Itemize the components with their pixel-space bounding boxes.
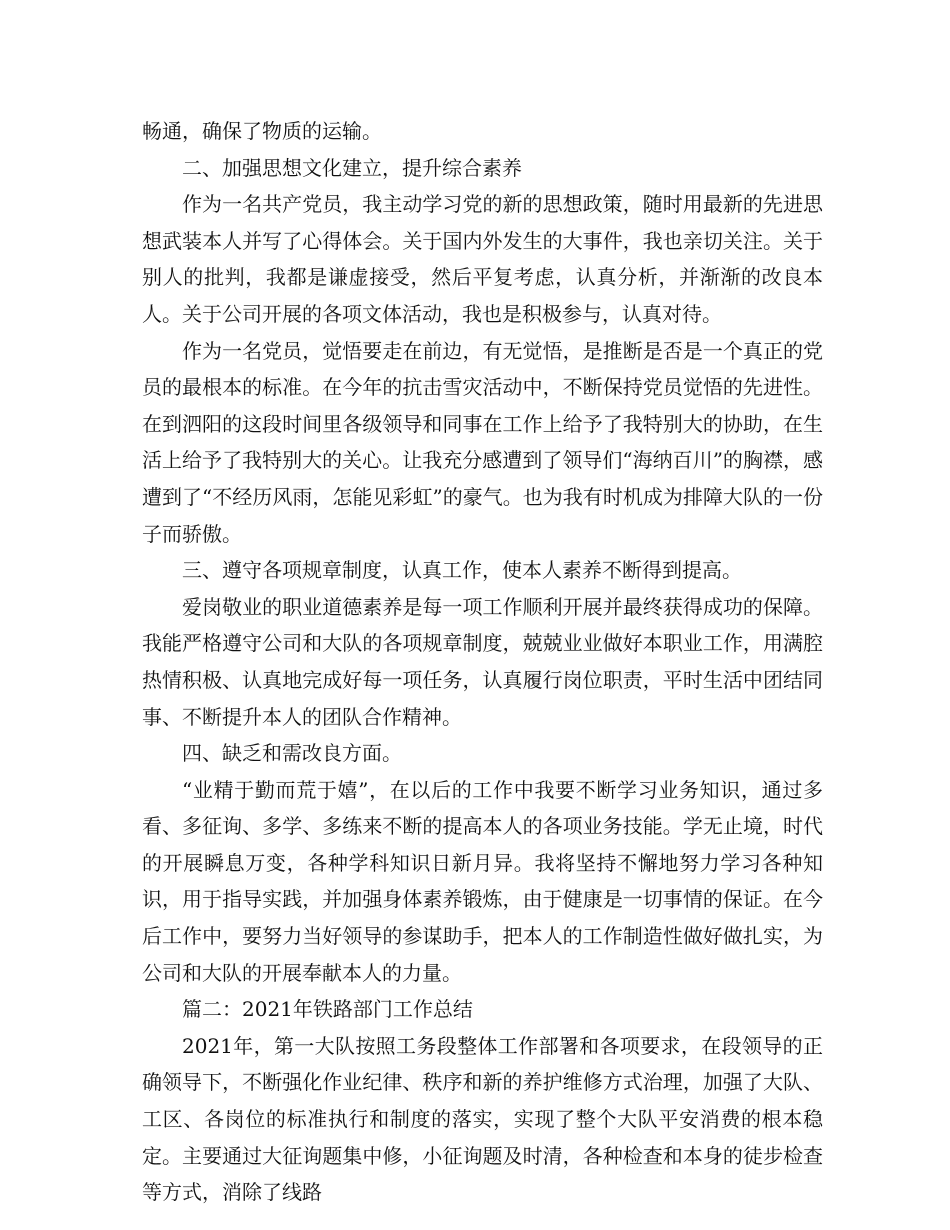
document-body <box>142 113 823 1211</box>
section-heading: 二、加强思想文化建立，提升综合素养 <box>182 155 522 180</box>
section-heading: 四、缺乏和需改良方面。 <box>182 741 402 766</box>
paragraph: 爱岗敬业的职业道德素养是每一项工作顺利开展并最终获得成功的保障。我能严格遵守公司和大队的各项规章制度，兢兢业业做好本职业工作，用满腔热情积极、认真地完成好每一项任务，认真履行岗位职责，平时生活中团结同事、不断提升本人的团队合作精神。 <box>142 594 823 729</box>
paragraph: 2021年，第一大队按照工务段整体工作部署和各项要求，在段领导的正确领导下，不断强化作业纪律、秩序和新的养护维修方式治理，加强了大队、工区、各岗位的标准执行和制度的落实，实现了整个大队平安消费的根本稳定。主要通过大征询题集中修，小征询题及时清，各种检查和本身的徒步检查等方式，消除了线路 <box>142 1033 823 1205</box>
section-heading: 三、遵守各项规章制度，认真工作，使本人素养不断得到提高。 <box>182 558 742 583</box>
paragraph: 畅通，确保了物质的运输。 <box>142 119 382 143</box>
article-title: 篇二：2021年铁路部门工作总结 <box>182 997 473 1022</box>
paragraph: 作为一名共产党员，我主动学习党的新的思想政策，随时用最新的先进思想武装本人并写了心得体会。关于国内外发生的大事件，我也亲切关注。关于别人的批判，我都是谦虚接受，然后平复考虑，认真分析，并渐渐的改良本人。关于公司开展的各项文体活动，我也是积极参与，认真对待。 <box>142 192 823 326</box>
paragraph: “业精于勤而荒于嬉”，在以后的工作中我要不断学习业务知识，通过多看、多征询、多学、多练来不断的提高本人的各项业务技能。学无止境，时代的开展瞬息万变，各种学科知识日新月异。我将坚持不懈地努力学习各种知识，用于指导实践，并加强身体素养锻炼，由于健康是一切事情的保证。在今后工作中，要努力当好领导的参谋助手，把本人的工作制造性做好做扎实，为公司和大队的开展奉献本人的力量。 <box>142 777 823 985</box>
paragraph: 作为一名党员，觉悟要走在前边，有无觉悟，是推断是否是一个真正的党员的最根本的标准。在今年的抗击雪灾活动中，不断保持党员觉悟的先进性。在到泗阳的这段时间里各级领导和同事在工作上给予了我特别大的协助，在生活上给予了我特别大的关心。让我充分感遭到了领导们“海纳百川”的胸襟，感遭到了“不经历风雨，怎能见彩虹”的豪气。也为我有时机成为排障大队的一份子而骄傲。 <box>142 338 823 546</box>
